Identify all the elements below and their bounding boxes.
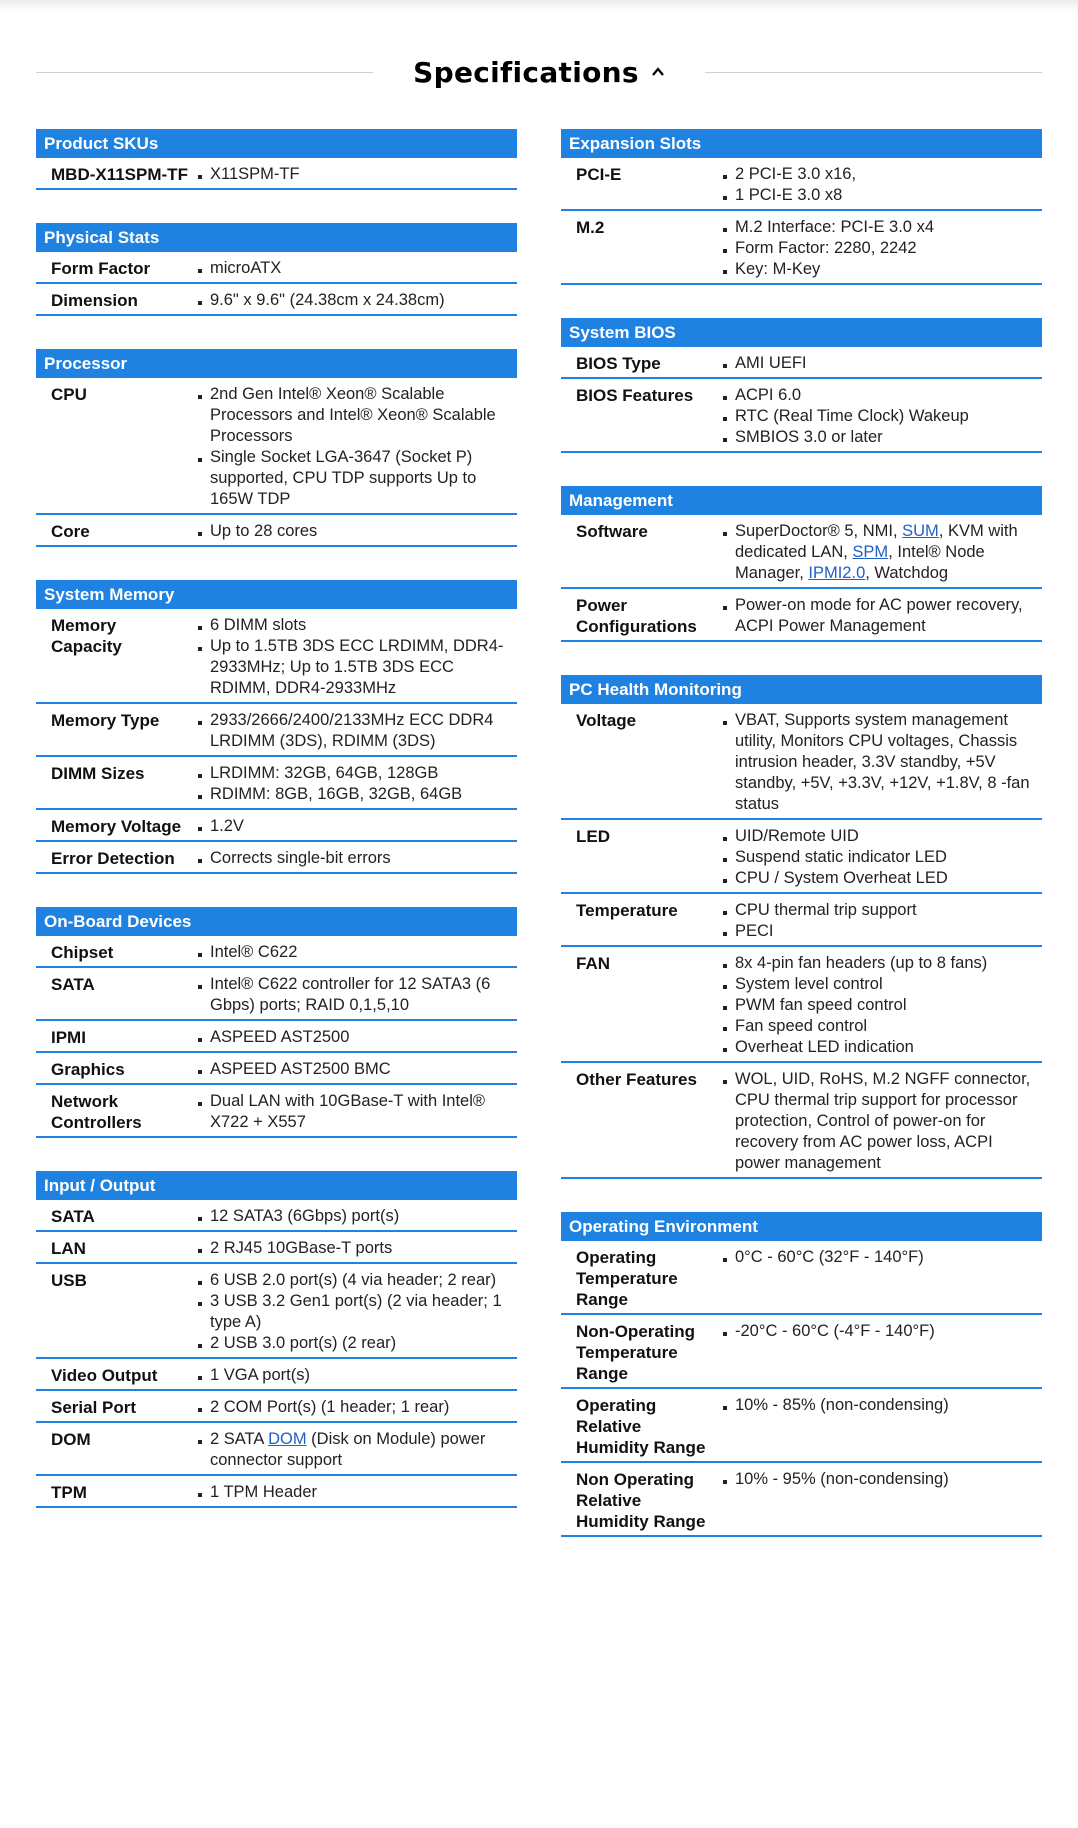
spec-value: [721, 217, 1032, 238]
section-processor: [36, 349, 517, 547]
link-spm[interactable]: SPM: [852, 543, 889, 561]
spec-label: Power Configurations: [576, 596, 697, 636]
spec-row-led: [561, 820, 1042, 894]
value-text: CPU thermal trip support: [735, 901, 917, 919]
value-text: Intel® C622 controller for 12 SATA3 (6 Gbps) ports; RAID 0,1,5,10: [210, 975, 491, 1014]
value-text: Suspend static indicator LED: [735, 848, 947, 866]
spec-value: [196, 1091, 507, 1133]
section-pc-health-monitoring: [561, 675, 1042, 1179]
section-header: Expansion Slots: [561, 129, 1042, 158]
spec-value: [721, 710, 1032, 815]
spec-value: [196, 1291, 507, 1333]
value-text: 2933/2666/2400/2133MHz ECC DDR4 LRDIMM (3DS), RDIMM (3DS): [210, 711, 494, 750]
value-text: 1 VGA port(s): [210, 1366, 310, 1384]
spec-values: [196, 1365, 517, 1386]
spec-row-pci-e: [561, 158, 1042, 211]
top-shadow-bar: [0, 0, 1078, 12]
spec-label: DIMM Sizes: [51, 764, 145, 783]
link-ipmi2-0[interactable]: IPMI2.0: [808, 564, 866, 582]
spec-row-software: [561, 515, 1042, 589]
spec-value: [196, 1333, 507, 1354]
section-header: PC Health Monitoring: [561, 675, 1042, 704]
spec-values: [196, 1270, 517, 1354]
section-header: Processor: [36, 349, 517, 378]
spec-row-ipmi: [36, 1021, 517, 1053]
spec-label: LAN: [51, 1239, 86, 1258]
spec-row-memory-type: [36, 704, 517, 757]
value-text: Key: M-Key: [735, 260, 821, 278]
value-text: 12 SATA3 (6Gbps) port(s): [210, 1207, 400, 1225]
spec-value: [721, 238, 1032, 259]
spec-value: [721, 847, 1032, 868]
spec-value: [196, 763, 507, 784]
spec-values: [196, 1482, 517, 1503]
spec-row-m-2: [561, 211, 1042, 285]
value-text: 2nd Gen Intel® Xeon® Scalable Processors and Intel® Xeon® Scalable Processors: [210, 385, 496, 445]
spec-label: Non-Operating Temperature Range: [576, 1322, 695, 1383]
spec-value: [196, 942, 507, 963]
section-header: On-Board Devices: [36, 907, 517, 936]
spec-value: [721, 953, 1032, 974]
spec-row-error-detection: [36, 842, 517, 874]
value-text: 1 PCI-E 3.0 x8: [735, 186, 843, 204]
value-text: (Disk on Module) power connector support: [210, 1430, 486, 1469]
spec-row-non-operating-relative-humidity-range: [561, 1463, 1042, 1537]
spec-label: Serial Port: [51, 1398, 137, 1417]
spec-values: [196, 258, 517, 279]
spec-values: [196, 942, 517, 963]
spec-values: [721, 953, 1042, 1058]
spec-label: SATA: [51, 975, 95, 994]
spec-row-chipset: [36, 936, 517, 968]
spec-row-sata: [36, 968, 517, 1021]
spec-values: [196, 1238, 517, 1259]
spec-row-lan: [36, 1232, 517, 1264]
spec-value: [721, 921, 1032, 942]
spec-value: [196, 384, 507, 447]
spec-label: FAN: [576, 954, 610, 973]
spec-row-core: [36, 515, 517, 547]
spec-value: [196, 290, 507, 311]
spec-row-mbd-x11spm-tf: [36, 158, 517, 190]
page-title: Specifications: [413, 55, 639, 89]
spec-label: MBD-X11SPM-TF: [51, 165, 188, 184]
spec-value: [196, 1429, 507, 1471]
spec-row-fan: [561, 947, 1042, 1063]
spec-value: [721, 1037, 1032, 1058]
spec-value: [721, 1395, 1032, 1416]
spec-value: [721, 406, 1032, 427]
spec-values: [196, 290, 517, 311]
spec-values: [196, 1206, 517, 1227]
spec-label: Error Detection: [51, 849, 175, 868]
section-system-bios: [561, 318, 1042, 453]
spec-value: [721, 1016, 1032, 1037]
spec-label: TPM: [51, 1483, 87, 1502]
spec-values: [196, 1397, 517, 1418]
spec-values: [721, 595, 1042, 637]
spec-values: [721, 1247, 1042, 1310]
value-text: RTC (Real Time Clock) Wakeup: [735, 407, 969, 425]
spec-row-usb: [36, 1264, 517, 1359]
spec-label: CPU: [51, 385, 87, 404]
value-text: ASPEED AST2500 BMC: [210, 1060, 391, 1078]
value-text: 3 USB 3.2 Gen1 port(s) (2 via header; 1 type A): [210, 1292, 502, 1331]
spec-values: [721, 353, 1042, 374]
section-input-output: [36, 1171, 517, 1508]
spec-row-other-features: [561, 1063, 1042, 1179]
spec-value: [196, 1238, 507, 1259]
spec-label: Voltage: [576, 711, 637, 730]
spec-value: [196, 848, 507, 869]
section-on-board-devices: [36, 907, 517, 1138]
spec-label: SATA: [51, 1207, 95, 1226]
value-text: ASPEED AST2500: [210, 1028, 350, 1046]
spec-value: [196, 1206, 507, 1227]
spec-row-cpu: [36, 378, 517, 515]
section-header: Product SKUs: [36, 129, 517, 158]
spec-value: [721, 1069, 1032, 1174]
spec-row-bios-features: [561, 379, 1042, 453]
spec-value: [196, 1365, 507, 1386]
spec-label: Non Operating Relative Humidity Range: [576, 1470, 706, 1531]
spec-label: Other Features: [576, 1070, 697, 1089]
spec-value: [721, 185, 1032, 206]
spec-label: Core: [51, 522, 90, 541]
section-operating-environment: [561, 1212, 1042, 1537]
value-text: 2 COM Port(s) (1 header; 1 rear): [210, 1398, 450, 1416]
spec-label: Operating Relative Humidity Range: [576, 1396, 706, 1457]
spec-value: [196, 447, 507, 510]
spec-label: Graphics: [51, 1060, 125, 1079]
link-sum[interactable]: SUM: [902, 522, 939, 540]
spec-values: [196, 710, 517, 752]
section-physical-stats: [36, 223, 517, 316]
spec-value: [721, 1469, 1032, 1490]
value-text: microATX: [210, 259, 282, 277]
spec-value: [196, 1270, 507, 1291]
spec-value: [721, 164, 1032, 185]
spec-row-memory-capacity: [36, 609, 517, 704]
spec-value: [196, 816, 507, 837]
spec-label: Dimension: [51, 291, 138, 310]
value-text: 2 PCI-E 3.0 x16,: [735, 165, 857, 183]
spec-row-serial-port: [36, 1391, 517, 1423]
value-text: , KVM with dedicated LAN,: [735, 522, 1018, 561]
value-text: , Intel® Node Manager,: [735, 543, 985, 582]
specifications-toggle[interactable]: [373, 56, 705, 89]
spec-label: Form Factor: [51, 259, 151, 278]
right-spec-column: [561, 129, 1042, 1570]
spec-values: [196, 816, 517, 837]
section-header: System Memory: [36, 580, 517, 609]
value-text: Dual LAN with 10GBase-T with Intel® X722 + X557: [210, 1092, 486, 1131]
section-product-skus: [36, 129, 517, 190]
value-text: Corrects single-bit errors: [210, 849, 391, 867]
spec-value: [196, 710, 507, 752]
spec-value: [721, 974, 1032, 995]
section-header: Operating Environment: [561, 1212, 1042, 1241]
spec-value: [196, 1027, 507, 1048]
spec-label: PCI-E: [576, 165, 622, 184]
left-spec-column: [36, 129, 517, 1541]
value-text: CPU / System Overheat LED: [735, 869, 948, 887]
value-text: System level control: [735, 975, 883, 993]
value-text: 0°C - 60°C (32°F - 140°F): [735, 1248, 924, 1266]
value-text: 6 USB 2.0 port(s) (4 via header; 2 rear): [210, 1271, 497, 1289]
spec-label: BIOS Features: [576, 386, 694, 405]
spec-value: [721, 900, 1032, 921]
spec-row-memory-voltage: [36, 810, 517, 842]
spec-row-form-factor: [36, 252, 517, 284]
value-text: SuperDoctor® 5, NMI,: [735, 522, 903, 540]
spec-value: [196, 164, 507, 185]
value-text: PWM fan speed control: [735, 996, 907, 1014]
spec-label: Software: [576, 522, 648, 541]
spec-row-graphics: [36, 1053, 517, 1085]
value-text: VBAT, Supports system management utility, Monitors CPU voltages, Chassis intrusion header, 3.3V standby, +5V standby, +5V, +3.3V, +12V, +1.8V, 8 -fan status: [735, 711, 1030, 813]
value-text: WOL, UID, RoHS, M.2 NGFF connector, CPU thermal trip support for processor protection, Control of power-on for recovery from AC power loss, ACPI power management: [735, 1070, 1031, 1172]
spec-values: [721, 164, 1042, 206]
spec-values: [721, 826, 1042, 889]
spec-value: [721, 259, 1032, 280]
spec-label: M.2: [576, 218, 605, 237]
value-text: Intel® C622: [210, 943, 298, 961]
spec-label: Network Controllers: [51, 1092, 142, 1132]
spec-value: [721, 427, 1032, 448]
value-text: UID/Remote UID: [735, 827, 859, 845]
spec-values: [196, 848, 517, 869]
value-text: M.2 Interface: PCI-E 3.0 x4: [735, 218, 934, 236]
spec-row-dimm-sizes: [36, 757, 517, 810]
spec-values: [721, 900, 1042, 942]
value-text: Overheat LED indication: [735, 1038, 914, 1056]
spec-label: Temperature: [576, 901, 678, 920]
spec-row-operating-relative-humidity-range: [561, 1389, 1042, 1463]
spec-label: LED: [576, 827, 610, 846]
spec-row-video-output: [36, 1359, 517, 1391]
title-divider-right: [705, 72, 1042, 73]
spec-values: [721, 710, 1042, 815]
spec-row-network-controllers: [36, 1085, 517, 1138]
spec-value: [721, 1321, 1032, 1342]
specifications-header: [36, 54, 1042, 90]
value-text: 2 RJ45 10GBase-T ports: [210, 1239, 393, 1257]
spec-label: Chipset: [51, 943, 114, 962]
spec-value: [721, 521, 1032, 584]
spec-row-voltage: [561, 704, 1042, 820]
value-text: , Watchdog: [865, 564, 949, 582]
value-text: Up to 1.5TB 3DS ECC LRDIMM, DDR4-2933MHz; Up to 1.5TB 3DS ECC RDIMM, DDR4-2933MHz: [210, 637, 504, 697]
spec-value: [196, 1482, 507, 1503]
spec-values: [721, 521, 1042, 584]
spec-values: [196, 384, 517, 510]
spec-values: [196, 1059, 517, 1080]
section-expansion-slots: [561, 129, 1042, 285]
title-divider-left: [36, 72, 373, 73]
spec-values: [721, 1469, 1042, 1532]
spec-value: [721, 385, 1032, 406]
spec-values: [196, 974, 517, 1016]
spec-label: Operating Temperature Range: [576, 1248, 678, 1309]
value-text: RDIMM: 8GB, 16GB, 32GB, 64GB: [210, 785, 463, 803]
spec-value: [721, 353, 1032, 374]
value-text: 8x 4-pin fan headers (up to 8 fans): [735, 954, 988, 972]
spec-value: [721, 1247, 1032, 1268]
spec-row-sata: [36, 1200, 517, 1232]
spec-row-dimension: [36, 284, 517, 316]
spec-values: [196, 1091, 517, 1133]
spec-values: [196, 1027, 517, 1048]
spec-value: [196, 1059, 507, 1080]
spec-label: BIOS Type: [576, 354, 661, 373]
spec-values: [196, 164, 517, 185]
value-text: Power-on mode for AC power recovery, ACPI Power Management: [735, 596, 1023, 635]
spec-values: [721, 385, 1042, 448]
spec-values: [196, 615, 517, 699]
spec-values: [196, 521, 517, 542]
value-text: 1.2V: [210, 817, 244, 835]
spec-label: Video Output: [51, 1366, 158, 1385]
spec-value: [196, 974, 507, 1016]
spec-values: [721, 1395, 1042, 1458]
value-text: SMBIOS 3.0 or later: [735, 428, 883, 446]
spec-value: [196, 784, 507, 805]
spec-label: Memory Capacity: [51, 616, 122, 656]
spec-value: [721, 995, 1032, 1016]
spec-value: [721, 595, 1032, 637]
spec-value: [196, 636, 507, 699]
section-header: Physical Stats: [36, 223, 517, 252]
value-text: 2 USB 3.0 port(s) (2 rear): [210, 1334, 397, 1352]
value-text: AMI UEFI: [735, 354, 807, 372]
spec-label: USB: [51, 1271, 87, 1290]
spec-row-temperature: [561, 894, 1042, 947]
section-management: [561, 486, 1042, 642]
value-text: X11SPM-TF: [210, 165, 300, 183]
spec-row-tpm: [36, 1476, 517, 1508]
value-text: 1 TPM Header: [210, 1483, 317, 1501]
value-text: 2 SATA: [210, 1430, 269, 1448]
value-text: Single Socket LGA-3647 (Socket P) supported, CPU TDP supports Up to 165W TDP: [210, 448, 477, 508]
spec-value: [721, 826, 1032, 847]
value-text: ACPI 6.0: [735, 386, 802, 404]
value-text: Form Factor: 2280, 2242: [735, 239, 917, 257]
spec-values: [721, 1321, 1042, 1384]
value-text: LRDIMM: 32GB, 64GB, 128GB: [210, 764, 439, 782]
value-text: 10% - 95% (non-condensing): [735, 1470, 949, 1488]
spec-value: [196, 615, 507, 636]
section-header: System BIOS: [561, 318, 1042, 347]
spec-label: Memory Type: [51, 711, 160, 730]
spec-label: IPMI: [51, 1028, 86, 1047]
spec-row-non-operating-temperature-range: [561, 1315, 1042, 1389]
spec-row-bios-type: [561, 347, 1042, 379]
spec-values: [196, 763, 517, 805]
section-header: Input / Output: [36, 1171, 517, 1200]
spec-value: [196, 1397, 507, 1418]
value-text: Fan speed control: [735, 1017, 868, 1035]
value-text: -20°C - 60°C (-4°F - 140°F): [735, 1322, 935, 1340]
spec-row-power-configurations: [561, 589, 1042, 642]
section-header: Management: [561, 486, 1042, 515]
spec-label: Memory Voltage: [51, 817, 182, 836]
spec-value: [196, 521, 507, 542]
spec-label: DOM: [51, 1430, 91, 1449]
spec-values: [721, 217, 1042, 280]
spec-value: [196, 258, 507, 279]
value-text: 6 DIMM slots: [210, 616, 307, 634]
spec-row-operating-temperature-range: [561, 1241, 1042, 1315]
value-text: PECI: [735, 922, 774, 940]
spec-values: [721, 1069, 1042, 1174]
section-system-memory: [36, 580, 517, 874]
value-text: Up to 28 cores: [210, 522, 318, 540]
link-dom[interactable]: DOM: [268, 1430, 307, 1448]
spec-value: [721, 868, 1032, 889]
spec-values: [196, 1429, 517, 1471]
chevron-up-icon: [651, 65, 665, 79]
spec-row-dom: [36, 1423, 517, 1476]
value-text: 9.6" x 9.6" (24.38cm x 24.38cm): [210, 291, 445, 309]
value-text: 10% - 85% (non-condensing): [735, 1396, 949, 1414]
